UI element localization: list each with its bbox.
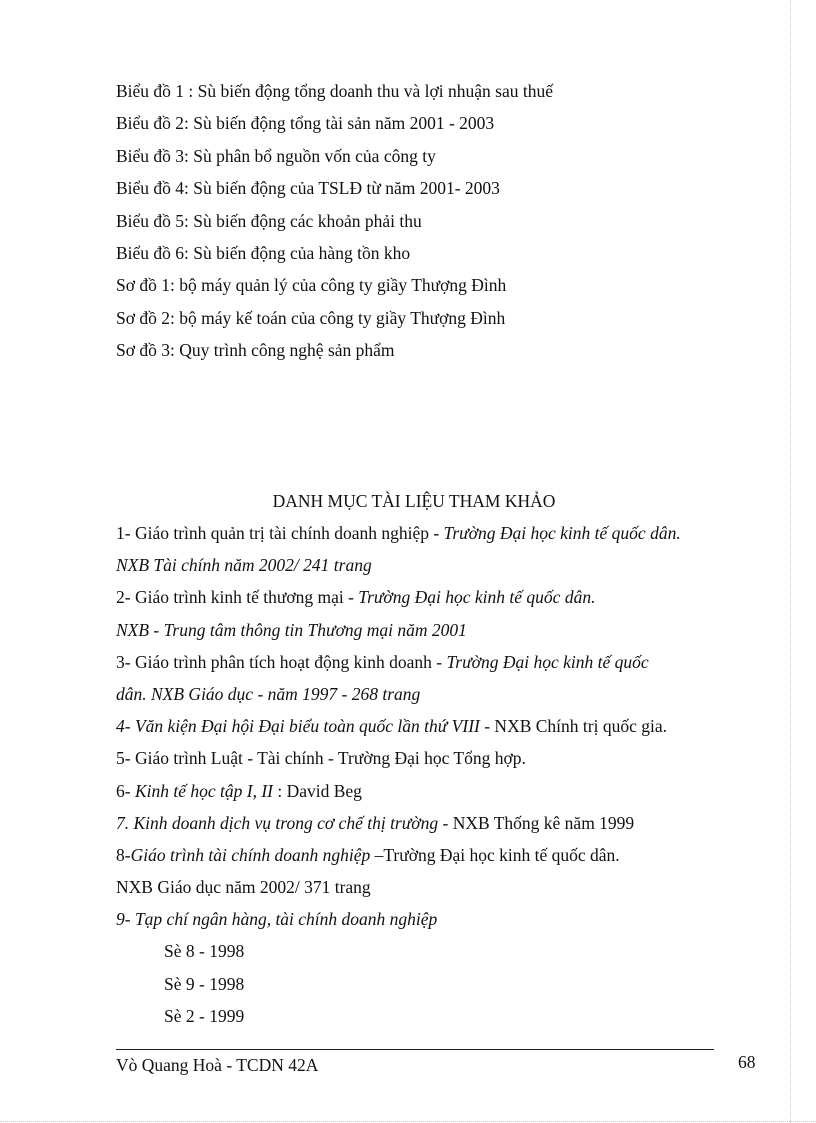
reference-5: 5- Giáo trình Luật - Tài chính - Trường Đại học Tổng hợp. bbox=[116, 748, 526, 769]
reference-6-author: : David Beg bbox=[272, 780, 362, 801]
figure-item-4: Biểu đồ 4: Sù biến động của TSLĐ từ năm 2001- 2003 bbox=[116, 178, 500, 199]
page-number: 68 bbox=[738, 1052, 756, 1072]
page-border-right bbox=[790, 0, 791, 1123]
reference-8-line-1 bbox=[116, 842, 756, 874]
reference-4 bbox=[116, 713, 756, 745]
reference-1-publisher: - Trường Đại học kinh tế quốc dân. bbox=[428, 523, 681, 543]
references-title: DANH MỤC TÀI LIỆU THAM KHẢO bbox=[272, 491, 556, 511]
references-list bbox=[116, 520, 756, 1035]
reference-9: 9- Tạp chí ngân hàng, tài chính doanh nghiệp bbox=[116, 909, 438, 930]
diagram-item-2: Sơ đồ 2: bộ máy kế toán của công ty giầy Thượng Đình bbox=[116, 307, 506, 328]
reference-3-line-1 bbox=[116, 649, 756, 681]
reference-8-number: 8- bbox=[116, 844, 131, 865]
reference-4-publisher: - NXB Chính trị quốc gia. bbox=[479, 716, 667, 737]
diagram-item-3: Sơ đồ 3: Quy trình công nghệ sản phẩm bbox=[116, 340, 395, 361]
footer-rule bbox=[116, 1049, 714, 1050]
reference-8-publisher: Trường Đại học kinh tế quốc dân. bbox=[383, 844, 620, 865]
figure-item-3: Biểu đồ 3: Sù phân bổ nguồn vốn của công ty bbox=[116, 145, 436, 166]
reference-7-publisher: - NXB Thống kê năm 1999 bbox=[438, 812, 635, 833]
page-border-bottom bbox=[0, 1121, 816, 1122]
reference-2-line-2: NXB - Trung tâm thông tin Thương mại năm 2001 bbox=[116, 619, 467, 640]
reference-9-issue-3: Sè 2 - 1999 bbox=[164, 1005, 245, 1026]
reference-1-line-1 bbox=[116, 520, 756, 552]
reference-8-title: Giáo trình tài chính doanh nghiệp – bbox=[130, 844, 384, 865]
figure-item-5: Biểu đồ 5: Sù biến động các khoản phải thu bbox=[116, 210, 422, 231]
reference-9-issue-1: Sè 8 - 1998 bbox=[164, 941, 245, 962]
reference-2-publisher: - Trường Đại học kinh tế quốc dân. bbox=[343, 587, 596, 608]
reference-7-title: 7. Kinh doanh dịch vụ trong cơ chế thị trường bbox=[116, 812, 439, 833]
diagram-item-1: Sơ đồ 1: bộ máy quản lý của công ty giầy Thượng Đình bbox=[116, 275, 507, 296]
reference-4-title: 4- Văn kiện Đại hội Đại biểu toàn quốc lần thứ VIII bbox=[116, 716, 480, 737]
reference-6-title: Kinh tế học tập I, II bbox=[134, 780, 273, 801]
reference-1-title: 1- Giáo trình quản trị tài chính doanh nghiệp bbox=[116, 523, 429, 543]
figure-item-6: Biểu đồ 6: Sù biến động của hàng tồn kho bbox=[116, 242, 411, 263]
reference-3-publisher: - Trường Đại học kinh tế quốc bbox=[431, 651, 649, 672]
reference-9-issue-2: Sè 9 - 1998 bbox=[164, 973, 245, 994]
reference-7 bbox=[116, 810, 756, 842]
figure-item-1: Biểu đồ 1 : Sù biến động tổng doanh thu và lợi nhuận sau thuế bbox=[116, 81, 553, 101]
reference-2-title: 2- Giáo trình kinh tế thương mại bbox=[116, 587, 344, 608]
reference-6 bbox=[116, 778, 756, 810]
reference-1-line-2: NXB Tài chính năm 2002/ 241 trang bbox=[116, 555, 372, 576]
reference-3-line-2: dân. NXB Giáo dục - năm 1997 - 268 trang bbox=[116, 683, 421, 704]
figure-list bbox=[116, 78, 756, 370]
reference-3-title: 3- Giáo trình phân tích hoạt động kinh doanh bbox=[116, 651, 432, 672]
reference-8-line-2: NXB Giáo dục năm 2002/ 371 trang bbox=[116, 877, 371, 898]
figure-item-2: Biểu đồ 2: Sù biến động tổng tài sản năm 2001 - 2003 bbox=[116, 113, 495, 134]
footer-author: Vò Quang Hoà - TCDN 42A bbox=[116, 1055, 319, 1075]
reference-2-line-1 bbox=[116, 584, 756, 616]
reference-6-number: 6- bbox=[116, 780, 135, 801]
